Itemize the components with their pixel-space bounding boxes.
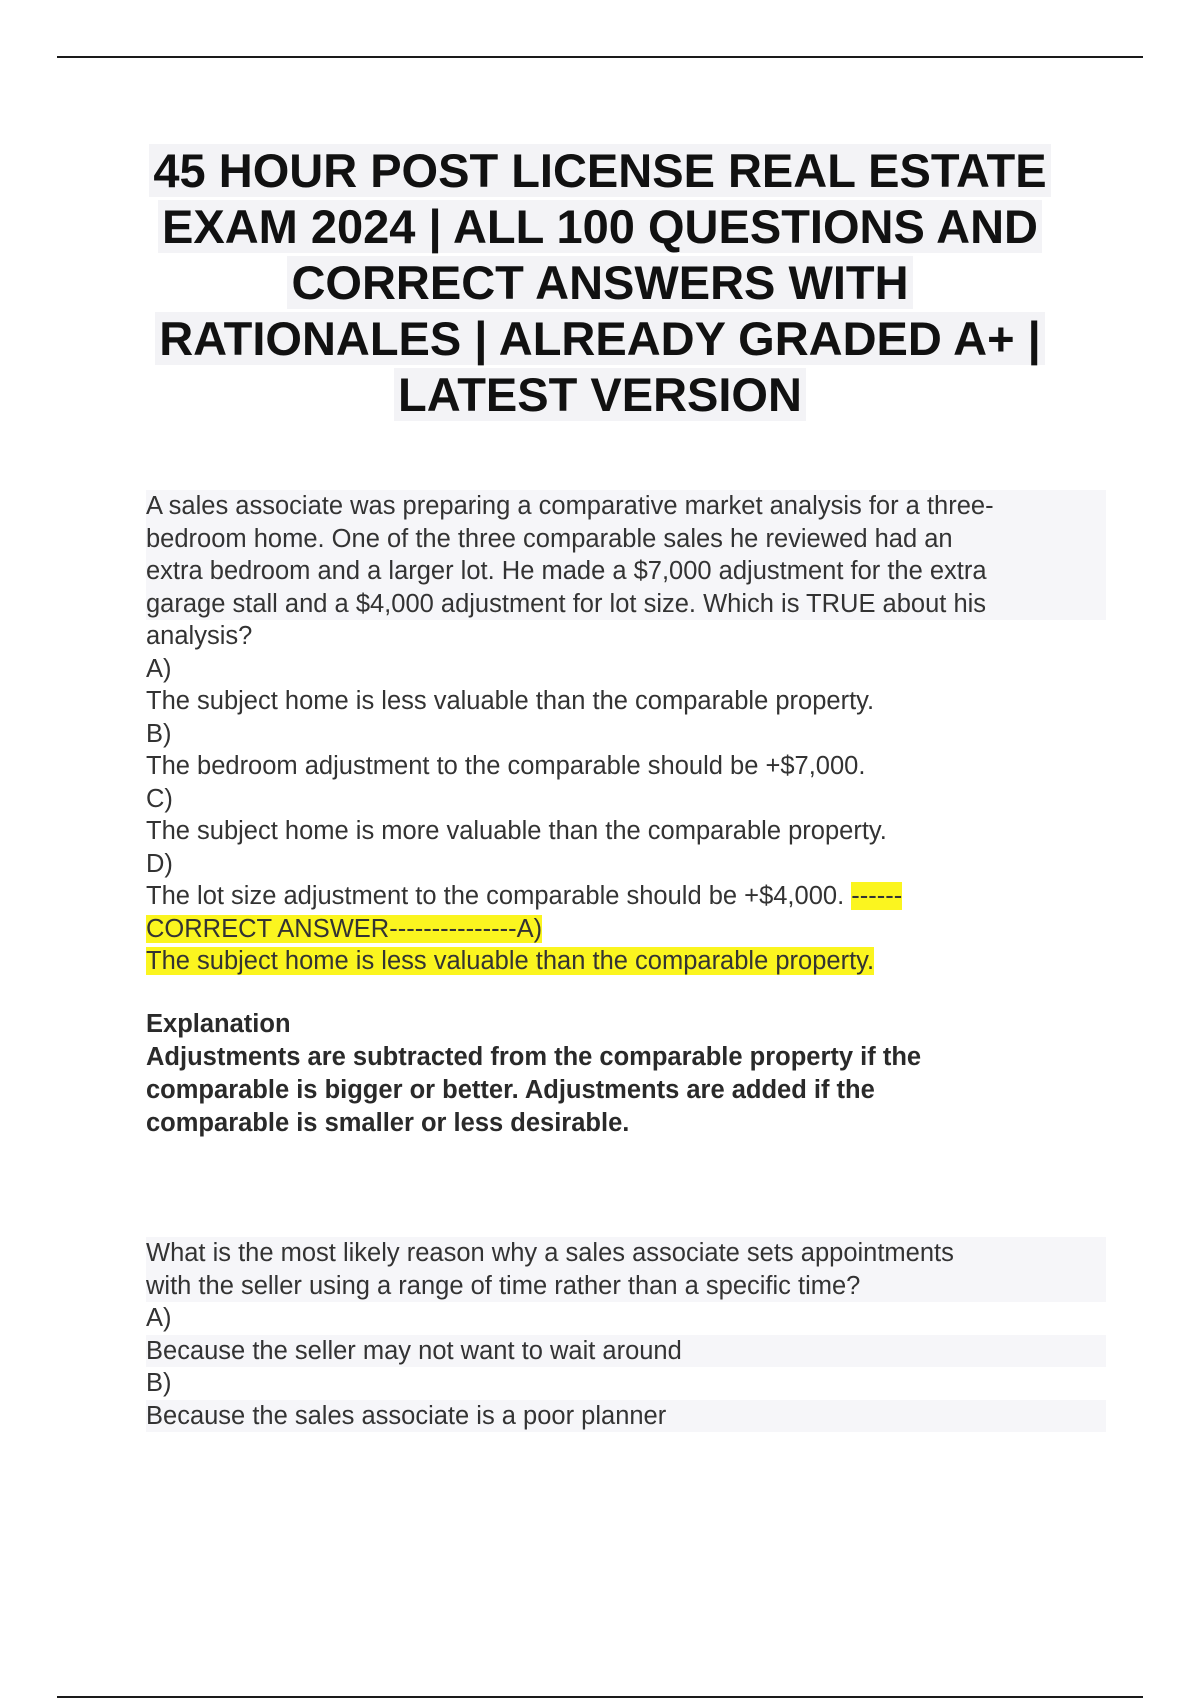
title-line: RATIONALES | ALREADY GRADED A+ |: [155, 312, 1045, 365]
correct-answer-label: CORRECT ANSWER---------------A): [146, 914, 543, 943]
option-text: Because the sales associate is a poor planner: [146, 1400, 1106, 1433]
question-stem-line: analysis?: [146, 622, 253, 650]
correct-answer-row: [146, 913, 1106, 946]
correct-answer-text: The subject home is less valuable than the comparable property.: [146, 947, 875, 975]
question-stem-line: bedroom home. One of the three comparable sales he reviewed had an: [146, 523, 1106, 556]
title-line: 45 HOUR POST LICENSE REAL ESTATE: [149, 144, 1050, 197]
answer-dashes: ------: [851, 882, 903, 910]
option-text: The lot size adjustment to the comparable should be +$4,000.: [146, 882, 852, 910]
option-d-row: [146, 880, 1106, 913]
explanation: [146, 1008, 1106, 1140]
explanation-line: comparable is smaller or less desirable.: [146, 1109, 630, 1137]
explanation-heading: Explanation: [146, 1010, 291, 1038]
question-stem-line: with the seller using a range of time rather than a specific time?: [146, 1270, 1106, 1303]
title-line: CORRECT ANSWERS WITH: [287, 256, 912, 309]
correct-answer-text-row: [146, 945, 1106, 978]
question-stem-line: extra bedroom and a larger lot. He made a $7,000 adjustment for the extra: [146, 555, 1106, 588]
option-letter: B): [146, 719, 172, 748]
option-text: The subject home is less valuable than the comparable property.: [146, 687, 875, 715]
option-text: Because the seller may not want to wait around: [146, 1335, 1106, 1368]
bottom-rule: [57, 1696, 1143, 1698]
option-letter: D): [146, 849, 173, 878]
explanation-line: comparable is bigger or better. Adjustments are added if the: [146, 1076, 875, 1104]
option-text: The subject home is more valuable than the comparable property.: [146, 817, 887, 845]
option-letter: C): [146, 784, 173, 813]
option-letter: B): [146, 1369, 172, 1397]
question-stem-line: What is the most likely reason why a sales associate sets appointments: [146, 1237, 1106, 1270]
option-text: The bedroom adjustment to the comparable should be +$7,000.: [146, 752, 866, 780]
option-letter: A): [146, 1304, 172, 1332]
explanation-line: Adjustments are subtracted from the comparable property if the: [146, 1043, 922, 1071]
question-stem-line: garage stall and a $4,000 adjustment for lot size. Which is TRUE about his: [146, 588, 1106, 621]
question-2: [146, 1237, 1106, 1432]
document-title: [100, 143, 1100, 423]
top-rule: [57, 56, 1143, 58]
question-stem-line: A sales associate was preparing a comparative market analysis for a three-: [146, 490, 1106, 523]
question-1: [146, 490, 1106, 978]
title-line: LATEST VERSION: [394, 368, 806, 421]
title-line: EXAM 2024 | ALL 100 QUESTIONS AND: [158, 200, 1042, 253]
option-letter: A): [146, 654, 172, 683]
